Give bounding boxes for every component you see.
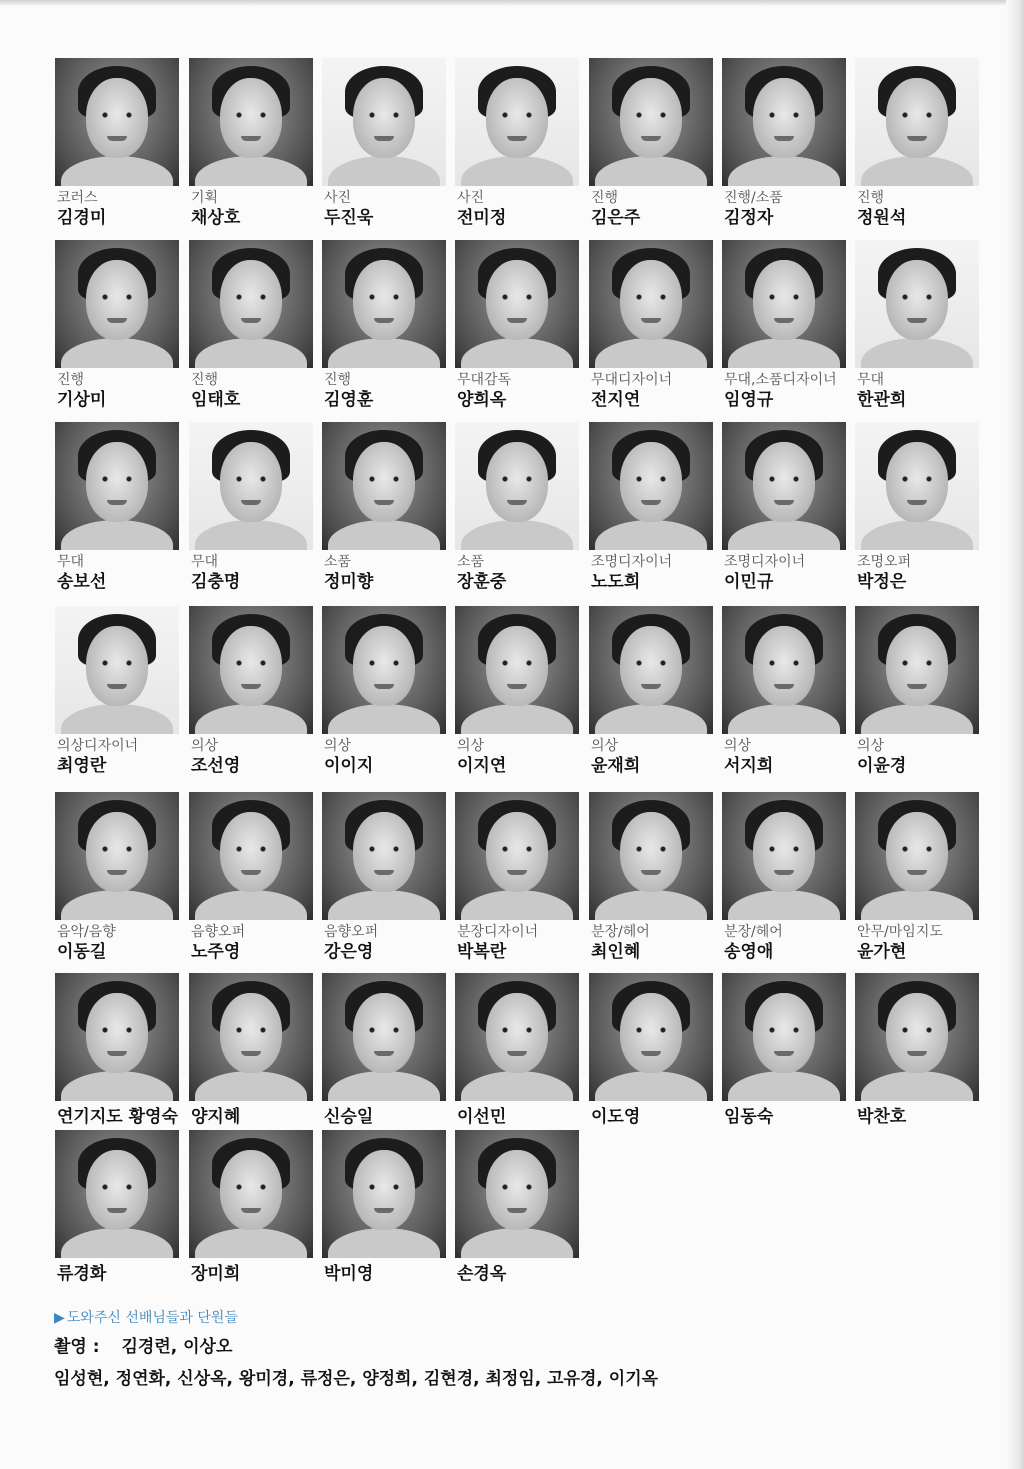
portrait-photo	[722, 606, 846, 734]
staff-role: 분장/헤어	[591, 924, 650, 940]
staff-role: 의상	[591, 738, 619, 754]
portrait-photo	[55, 422, 179, 550]
staff-name: 임동숙	[724, 1107, 774, 1127]
portrait-photo	[589, 422, 713, 550]
staff-name: 송보선	[57, 572, 107, 592]
staff-name: 이이지	[324, 756, 374, 776]
portrait-photo	[455, 240, 579, 368]
portrait-photo	[722, 240, 846, 368]
staff-role: 무대디자이너	[591, 372, 673, 388]
credits-section	[54, 1308, 954, 1390]
staff-role: 진행	[57, 372, 85, 388]
staff-name: 기상미	[57, 390, 107, 410]
staff-role: 진행	[857, 190, 885, 206]
portrait-photo	[455, 973, 579, 1101]
portrait-photo	[855, 422, 979, 550]
portrait-photo	[855, 792, 979, 920]
staff-name: 이윤경	[857, 756, 907, 776]
staff-name: 장미희	[191, 1264, 241, 1284]
staff-role: 의상	[724, 738, 752, 754]
staff-role: 무대	[191, 554, 219, 570]
staff-name: 이민규	[724, 572, 774, 592]
staff-name: 서지희	[724, 756, 774, 776]
staff-name: 박찬호	[857, 1107, 907, 1127]
portrait-photo	[455, 422, 579, 550]
portrait-photo	[589, 973, 713, 1101]
staff-role: 의상	[324, 738, 352, 754]
portrait-photo	[855, 58, 979, 186]
staff-role: 의상	[191, 738, 219, 754]
portrait-photo	[55, 1130, 179, 1258]
staff-role: 무대감독	[457, 372, 512, 388]
portrait-photo	[722, 422, 846, 550]
portrait-photo	[189, 606, 313, 734]
staff-role: 진행/소품	[724, 190, 783, 206]
staff-name: 이선민	[457, 1107, 507, 1127]
portrait-photo	[855, 240, 979, 368]
portrait-photo	[455, 1130, 579, 1258]
staff-name: 채상호	[191, 208, 241, 228]
staff-name: 최영란	[57, 756, 107, 776]
staff-name: 조선영	[191, 756, 241, 776]
staff-name: 윤재희	[591, 756, 641, 776]
portrait-photo	[322, 973, 446, 1101]
staff-role: 분장디자이너	[457, 924, 539, 940]
staff-role: 기획	[191, 190, 219, 206]
photography-credit	[54, 1336, 954, 1358]
staff-name: 정원석	[857, 208, 907, 228]
staff-name: 노주영	[191, 942, 241, 962]
portrait-photo	[322, 792, 446, 920]
staff-name: 양희옥	[457, 390, 507, 410]
helper-names: 임성현, 정연화, 신상옥, 왕미경, 류정은, 양정희, 김현경, 최정임, 고유경, 이기옥	[54, 1369, 659, 1389]
staff-name: 한관희	[857, 390, 907, 410]
portrait-photo	[722, 58, 846, 186]
staff-role: 의상디자이너	[57, 738, 139, 754]
staff-name: 김경미	[57, 208, 107, 228]
staff-role: 무대	[857, 372, 885, 388]
staff-role: 진행	[191, 372, 219, 388]
staff-role: 진행	[591, 190, 619, 206]
staff-name: 전미정	[457, 208, 507, 228]
staff-name: 임영규	[724, 390, 774, 410]
staff-role: 소품	[457, 554, 485, 570]
portrait-photo	[55, 58, 179, 186]
staff-role: 음향오퍼	[324, 924, 379, 940]
portrait-photo	[589, 792, 713, 920]
staff-role: 조명디자이너	[724, 554, 806, 570]
portrait-photo	[55, 240, 179, 368]
helpers-heading	[54, 1308, 954, 1328]
staff-name: 이동길	[57, 942, 107, 962]
portrait-photo	[189, 1130, 313, 1258]
portrait-photo	[322, 422, 446, 550]
portrait-photo	[322, 606, 446, 734]
staff-role: 무대	[57, 554, 85, 570]
photography-label: 촬영 :	[54, 1337, 100, 1357]
staff-name: 김영훈	[324, 390, 374, 410]
staff-name: 김은주	[591, 208, 641, 228]
portrait-photo	[55, 606, 179, 734]
staff-name: 두진욱	[324, 208, 374, 228]
portrait-photo	[455, 58, 579, 186]
staff-name: 박정은	[857, 572, 907, 592]
staff-role: 의상	[457, 738, 485, 754]
portrait-photo	[189, 58, 313, 186]
portrait-photo	[722, 973, 846, 1101]
staff-name: 강은영	[324, 942, 374, 962]
portrait-photo	[189, 422, 313, 550]
staff-role: 사진	[457, 190, 485, 206]
staff-role: 의상	[857, 738, 885, 754]
staff-role: 분장/헤어	[724, 924, 783, 940]
staff-name: 임태호	[191, 390, 241, 410]
portrait-photo	[455, 792, 579, 920]
staff-role: 조명디자이너	[591, 554, 673, 570]
staff-role: 무대,소품디자이너	[724, 372, 837, 388]
staff-name: 김정자	[724, 208, 774, 228]
portrait-photo	[189, 240, 313, 368]
staff-name: 김충명	[191, 572, 241, 592]
portrait-photo	[55, 792, 179, 920]
staff-name: 장훈중	[457, 572, 507, 592]
staff-role: 음향오퍼	[191, 924, 246, 940]
staff-name: 이지연	[457, 756, 507, 776]
portrait-photo	[55, 973, 179, 1101]
staff-name: 전지연	[591, 390, 641, 410]
portrait-photo	[589, 240, 713, 368]
portrait-photo	[322, 58, 446, 186]
staff-role: 음악/음향	[57, 924, 116, 940]
staff-name: 정미향	[324, 572, 374, 592]
staff-name: 양지혜	[191, 1107, 241, 1127]
staff-name: 박미영	[324, 1264, 374, 1284]
portrait-photo	[189, 792, 313, 920]
staff-role: 조명오퍼	[857, 554, 912, 570]
staff-name: 윤가현	[857, 942, 907, 962]
portrait-photo	[189, 973, 313, 1101]
staff-name: 류경화	[57, 1264, 107, 1284]
staff-role: 안무/마임지도	[857, 924, 943, 940]
staff-name: 손경옥	[457, 1264, 507, 1284]
staff-name: 연기지도 황영숙	[57, 1107, 178, 1127]
staff-name: 신승일	[324, 1107, 374, 1127]
staff-name: 노도희	[591, 572, 641, 592]
staff-role: 코러스	[57, 190, 98, 206]
staff-name: 최인혜	[591, 942, 641, 962]
portrait-photo	[455, 606, 579, 734]
staff-name: 송영애	[724, 942, 774, 962]
portrait-photo	[322, 1130, 446, 1258]
staff-role: 사진	[324, 190, 352, 206]
staff-role: 소품	[324, 554, 352, 570]
portrait-photo	[589, 606, 713, 734]
helpers-heading-text: 도와주신 선배님들과 단원들	[66, 1310, 238, 1326]
portrait-photo	[855, 973, 979, 1101]
portrait-photo	[322, 240, 446, 368]
portrait-photo	[855, 606, 979, 734]
portrait-photo	[722, 792, 846, 920]
staff-role: 진행	[324, 372, 352, 388]
staff-name: 박복란	[457, 942, 507, 962]
triangle-arrow-icon: ▶	[54, 1310, 65, 1326]
photography-names: 김경련, 이상오	[121, 1337, 233, 1357]
portrait-photo	[589, 58, 713, 186]
staff-name: 이도영	[591, 1107, 641, 1127]
